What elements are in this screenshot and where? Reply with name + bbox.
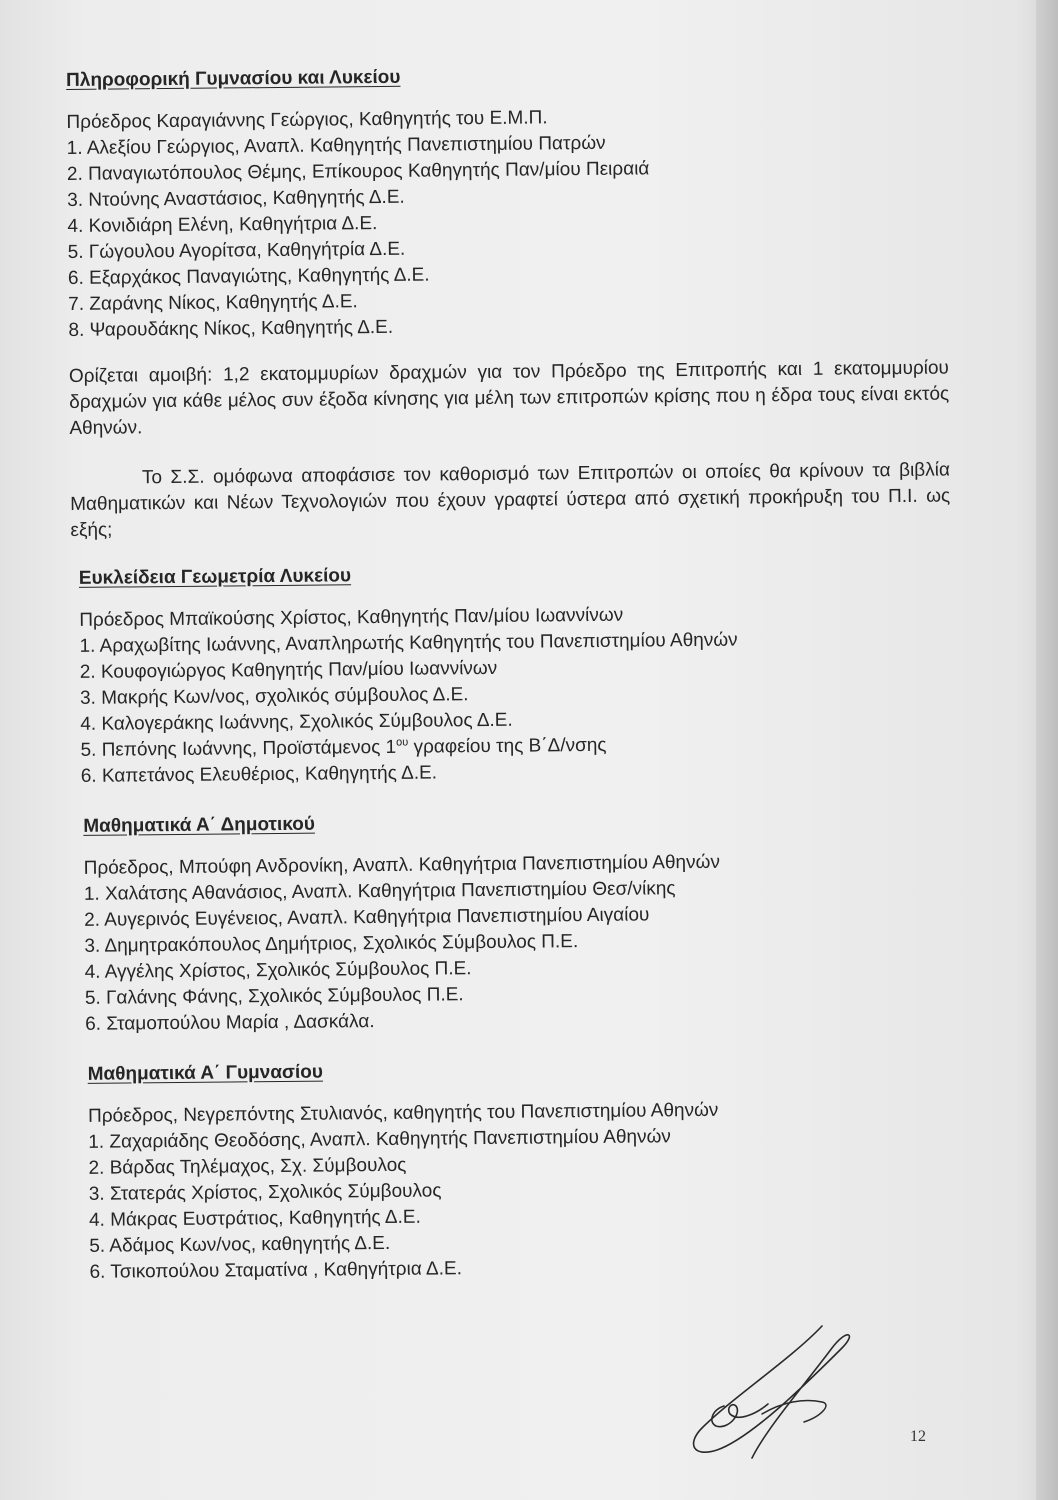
committee-member: 5. Γώγουλου Αγορίτσα, Καθηγήτρία Δ.Ε. [67,238,406,263]
committee-member: 4. Κονιδιάρη Ελένη, Καθηγήτρια Δ.Ε. [67,213,378,237]
committee-member: 1. Αλεξίου Γεώργιος, Αναπλ. Καθηγητής Πανεπιστημίου Πατρών [66,132,606,159]
section-heading: Πληροφορική Γυμνασίου και Λυκείου [66,66,401,91]
document-content [66,62,958,1286]
committee-informatics [66,62,949,344]
section-heading: Μαθηματικά Α΄ Γυμνασίου [87,1061,324,1085]
committee-member: 6. Τσικοπούλου Σταματίνα , Καθηγήτρια Δ.Ε. [89,1258,463,1283]
committee-member: 3. Μακρής Κων/νος, σχολικός σύμβουλος Δ.Ε. [79,684,469,709]
committee-euclidean-geometry [79,560,953,790]
committee-member: 7. Ζαράνης Νίκος, Καθηγητής Δ.Ε. [68,291,358,315]
section-heading: Μαθηματικά Α΄ Δημοτικού [83,813,315,837]
committee-member: 4. Μάκρας Ευστράτιος, Καθηγητής Δ.Ε. [88,1206,421,1231]
committee-president: Πρόεδρος Καραγιάννης Γεώργιος, Καθηγητής του Ε.Μ.Π. [66,107,548,133]
committee-member: 2. Βάρδας Τηλέμαχος, Σχ. Σύμβουλος [88,1154,407,1179]
committee-member: 3. Δημητρακόπουλος Δημήτριος, Σχολικός Σύμβουλος Π.Ε. [84,931,579,957]
committee-member: 6. Σταμοπούλου Μαρία , Δασκάλα. [85,1011,375,1035]
decision-paragraph: Το Σ.Σ. ομόφωνα αποφάσισε τον καθορισμό των Επιτροπών οι οποίες θα κρίνουν τα βιβλία Μαθηματικών και Νέων Τεχνολογιών που έχουν γραφτεί ύστερα από σχετική προκήρυξη του Π.Ι. ως εξής; [70,459,951,541]
member-text: γραφείου της Β΄Δ/νσης [408,734,607,758]
committee-member: 2. Κουφογιώργος Καθηγητής Παν/μίου Ιωαννίνων [79,657,498,683]
section-heading: Ευκλείδεια Γεωμετρία Λυκείου [78,565,352,589]
committee-member: 8. Ψαρουδάκης Νίκος, Καθηγητής Δ.Ε. [68,316,394,341]
committee-member: 1. Αραχωβίτης Ιωάννης, Αναπληρωτής Καθηγητής του Πανεπιστημίου Αθηνών [79,629,738,657]
committee-member: 6. Καπετάνος Ελευθέριος, Καθηγητής Δ.Ε. [80,762,438,787]
committee-member: 4. Αγγέλης Χρίστος, Σχολικός Σύμβουλος Π.Ε. [84,958,472,983]
binding-edge [1036,0,1058,1500]
committee-member: 5. Γαλάνης Φάνης, Σχολικός Σύμβουλος Π.Ε. [84,984,464,1009]
committee-member: 3. Στατεράς Χρίστος, Σχολικός Σύμβουλος [88,1180,442,1205]
committee-member: 5. Αδάμος Κων/νος, καθηγητής Δ.Ε. [89,1232,391,1257]
page-number: 12 [910,1428,926,1445]
committee-president: Πρόεδρος Μπαϊκούσης Χρίστος, Καθηγητής Παν/μίου Ιωαννίνων [79,604,624,631]
committee-member: 2. Παναγιωτόπουλος Θέμης, Επίκουρος Καθηγητής Παν/μίου Πειραιά [66,158,650,185]
committee-member: 4. Καλογεράκης Ιωάννης, Σχολικός Σύμβουλος Δ.Ε. [80,709,513,735]
committee-member: 1. Ζαχαριάδης Θεοδόσης, Αναπλ. Καθηγητής Πανεπιστημίου Αθηνών [88,1126,671,1153]
committee-math-primary [83,808,955,1038]
committee-president: Πρόεδρος, Νεγρεπόντης Στυλιανός, καθηγητής του Πανεπιστημίου Αθηνών [87,1099,719,1127]
committee-member: 6. Εξαρχάκος Παναγιώτης, Καθηγητής Δ.Ε. [67,264,430,289]
committee-member: 2. Αυγερινός Ευγένειος, Αναπλ. Καθηγήτρια Πανεπιστημίου Αιγαίου [84,904,650,931]
committee-math-gymnasium [88,1056,958,1286]
committee-member: 1. Χαλάτσης Αθανάσιος, Αναπλ. Καθηγήτρια Πανεπιστημίου Θεσ/νίκης [83,878,676,905]
member-text: 5. Πεπόνης Ιωάννης, Προϊστάμενος 1 [80,736,397,761]
fee-paragraph: Ορίζεται αμοιβή: 1,2 εκατομμυρίων δραχμών για τον Πρόεδρο της Επιτροπής και 1 εκατομμυρίου δραχμών για κάθε μέλος συν έξοδα κίνησης για μέλη των επιτροπών κρίσης που η έδρα τους είναι εκτός Αθηνών. [68,357,950,439]
committee-president: Πρόεδρος, Μπούφη Ανδρονίκη, Αναπλ. Καθηγήτρια Πανεπιστημίου Αθηνών [83,851,721,879]
handwritten-signature [672,1318,892,1468]
ordinal-suffix: ου [396,736,409,749]
committee-member: 3. Ντούνης Αναστάσιος, Καθηγητής Δ.Ε. [67,186,405,211]
